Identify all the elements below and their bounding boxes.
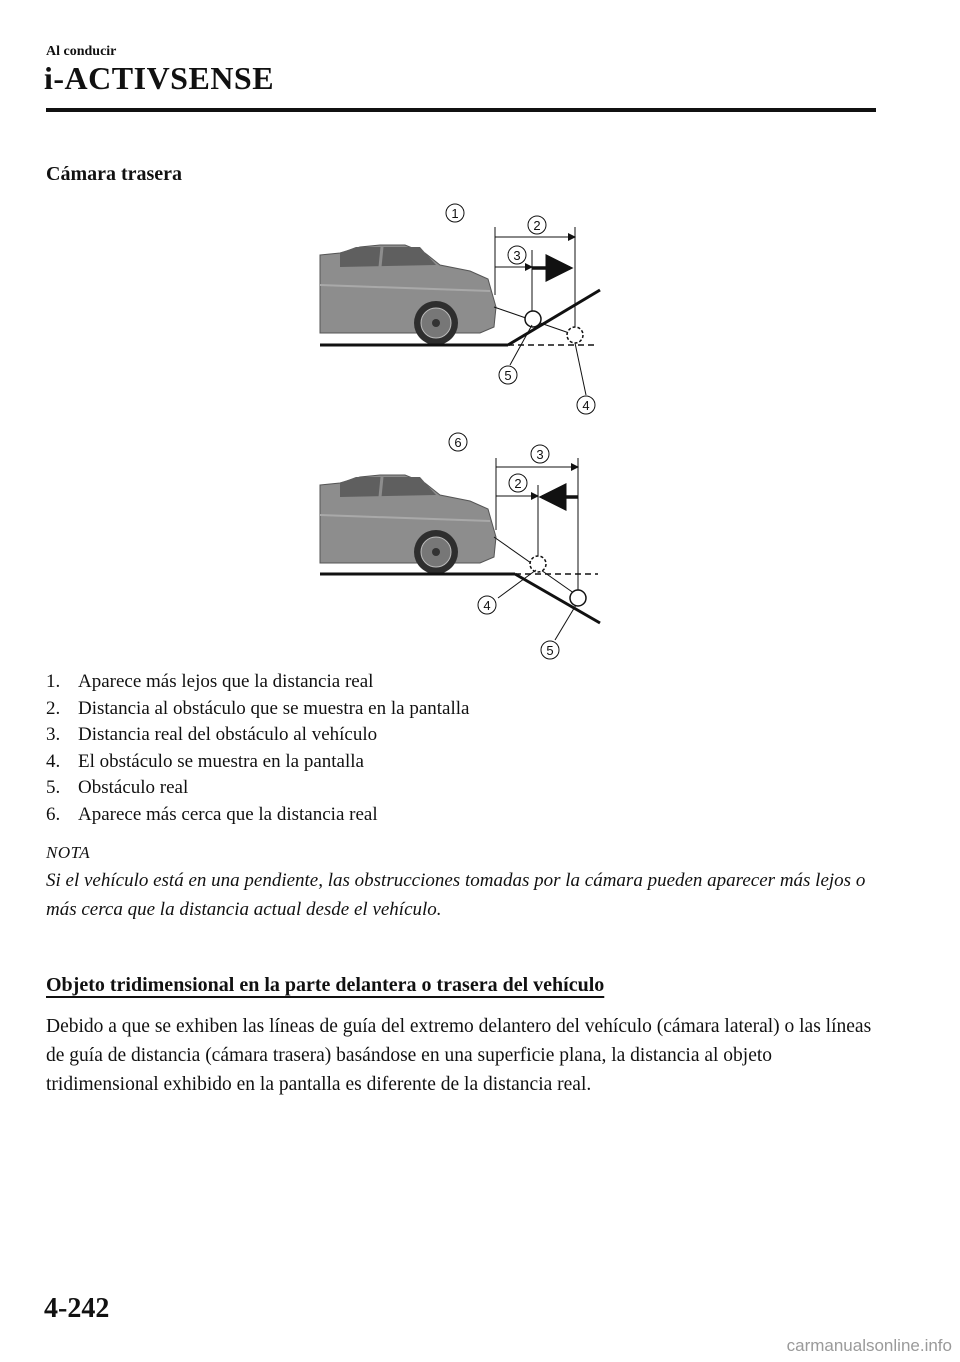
callout-2: 2 — [533, 218, 541, 233]
legend-item-text: El obstáculo se muestra en la pantalla — [78, 750, 364, 772]
car-illustration — [320, 475, 496, 574]
callout-3: 3 — [513, 248, 521, 263]
section-heading: Objeto tridimensional en la parte delantera o trasera del vehículo — [46, 974, 605, 996]
legend-item-number: 6. — [46, 803, 61, 825]
body-paragraph: Debido a que se exhiben las líneas de guía del extremo delantero del vehículo (cámara lateral) o las líneas de guía de distancia (cámara trasera) basándose en una superficie plana, la distancia al objeto tridimensional exhibido en la pantalla es diferente de la distancia real. — [46, 1016, 872, 1095]
header-divider — [46, 108, 876, 112]
callout-5: 5 — [504, 368, 512, 383]
callout-2: 2 — [514, 476, 522, 491]
rear-camera-diagram-near — [300, 430, 620, 660]
subsection-heading: Cámara trasera — [46, 163, 183, 185]
callout-6: 6 — [454, 435, 462, 450]
callout-1: 1 — [451, 206, 459, 221]
legend-item — [46, 775, 469, 802]
legend-item-number: 1. — [46, 671, 61, 692]
watermark: carmanualsonline.info — [786, 1336, 952, 1355]
legend-item — [46, 696, 469, 723]
note-title: NOTA — [46, 843, 91, 862]
legend-item — [46, 749, 469, 776]
legend-item-text: Aparece más cerca que la distancia real — [78, 803, 378, 825]
legend-item-number: 4. — [46, 750, 61, 772]
callout-4: 4 — [582, 398, 590, 413]
legend-list — [46, 669, 469, 828]
legend-item-number: 3. — [46, 724, 61, 745]
legend-item-text: Aparece más lejos que la distancia real — [78, 671, 374, 692]
legend-item-text: Distancia al obstáculo que se muestra en la pantalla — [78, 697, 470, 719]
legend-item-text: Distancia real del obstáculo al vehículo — [78, 724, 378, 745]
callout-3: 3 — [536, 447, 544, 462]
section-label: Al conducir — [46, 44, 117, 59]
legend-item — [46, 802, 469, 829]
legend-item — [46, 722, 469, 749]
rear-camera-diagram-far — [300, 195, 620, 420]
chapter-title: i-ACTIVSENSE — [44, 60, 275, 96]
car-illustration — [320, 245, 496, 345]
legend-item — [46, 669, 469, 696]
legend-item-number: 2. — [46, 697, 61, 719]
legend-item-text: Obstáculo real — [78, 777, 189, 798]
callout-5: 5 — [546, 643, 554, 658]
note-text: Si el vehículo está en una pendiente, las obstrucciones tomadas por la cámara pueden aparecer más lejos o más cerca que la distancia actual desde el vehículo. — [46, 870, 866, 920]
page-number: 4-242 — [44, 1293, 110, 1324]
callout-4: 4 — [483, 598, 491, 613]
legend-item-number: 5. — [46, 777, 61, 798]
